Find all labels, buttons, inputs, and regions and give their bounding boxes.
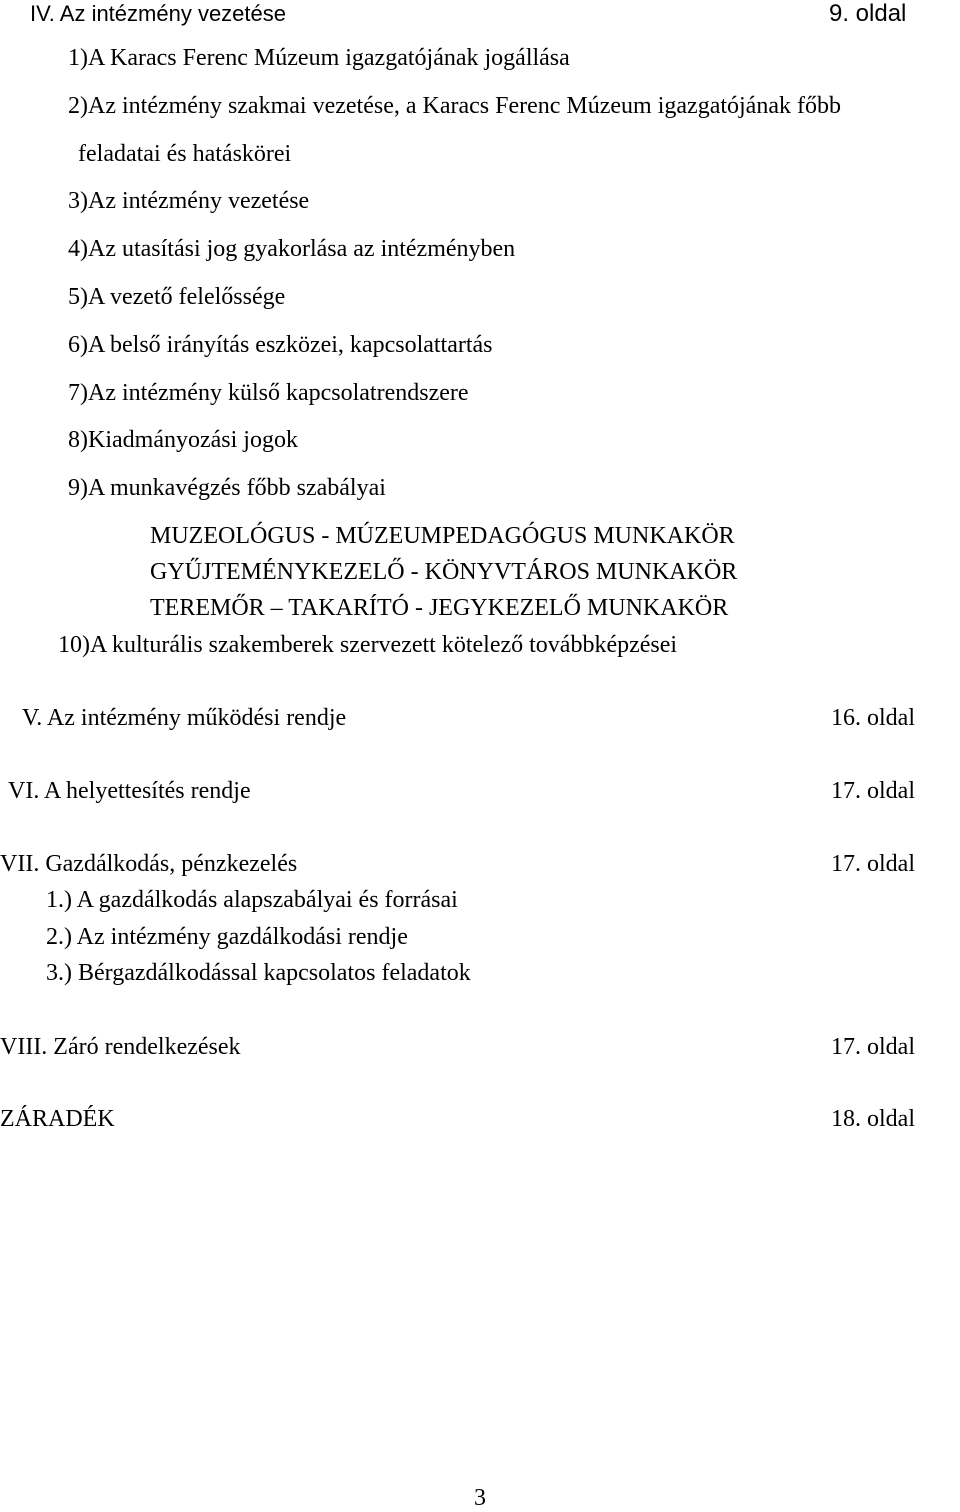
toc-item: 6)A belső irányítás eszközei, kapcsolattartás: [68, 332, 493, 358]
toc-item: 9)A munkavégzés főbb szabályai: [68, 475, 386, 501]
zaradek-page: 18. oldal: [831, 1106, 915, 1132]
section-vi-heading: VI. A helyettesítés rendje: [8, 778, 251, 804]
toc-item: 7)Az intézmény külső kapcsolatrendszere: [68, 380, 469, 406]
toc-subitem: TEREMŐR – TAKARÍTÓ - JEGYKEZELŐ MUNKAKÖR: [150, 595, 729, 621]
toc-item: 5)A vezető felelőssége: [68, 284, 286, 310]
toc-item-continuation: feladatai és hatáskörei: [78, 141, 292, 167]
zaradek-heading: ZÁRADÉK: [0, 1106, 115, 1132]
toc-item: 3.) Bérgazdálkodással kapcsolatos feladatok: [46, 960, 471, 986]
page-number: 3: [474, 1485, 486, 1511]
toc-subitem: MUZEOLÓGUS - MÚZEUMPEDAGÓGUS MUNKAKÖR: [150, 523, 735, 549]
section-viii-page: 17. oldal: [831, 1034, 915, 1060]
section-vii-heading: VII. Gazdálkodás, pénzkezelés: [0, 851, 298, 877]
toc-item: 3)Az intézmény vezetése: [68, 188, 310, 214]
section-iv-page: 9. oldal: [829, 0, 907, 27]
toc-item: 8)Kiadmányozási jogok: [68, 427, 298, 453]
toc-item: 4)Az utasítási jog gyakorlása az intézményben: [68, 236, 516, 262]
toc-item: 2.) Az intézmény gazdálkodási rendje: [46, 924, 408, 950]
section-vi-page: 17. oldal: [831, 778, 915, 804]
toc-subitem: GYŰJTEMÉNYKEZELŐ - KÖNYVTÁROS MUNKAKÖR: [150, 559, 738, 585]
section-viii-heading: VIII. Záró rendelkezések: [0, 1034, 241, 1060]
section-v-heading: V. Az intézmény működési rendje: [22, 705, 347, 731]
section-v-page: 16. oldal: [831, 705, 915, 731]
toc-item: 1)A Karacs Ferenc Múzeum igazgatójának jogállása: [68, 45, 570, 71]
toc-item: 2)Az intézmény szakmai vezetése, a Karacs Ferenc Múzeum igazgatójának főbb: [68, 93, 841, 119]
section-iv-heading: IV. Az intézmény vezetése: [30, 1, 286, 26]
toc-item: 1.) A gazdálkodás alapszabályai és forrásai: [46, 887, 458, 913]
toc-item: 10)A kulturális szakemberek szervezett kötelező továbbképzései: [58, 632, 678, 658]
section-vii-page: 17. oldal: [831, 851, 915, 877]
